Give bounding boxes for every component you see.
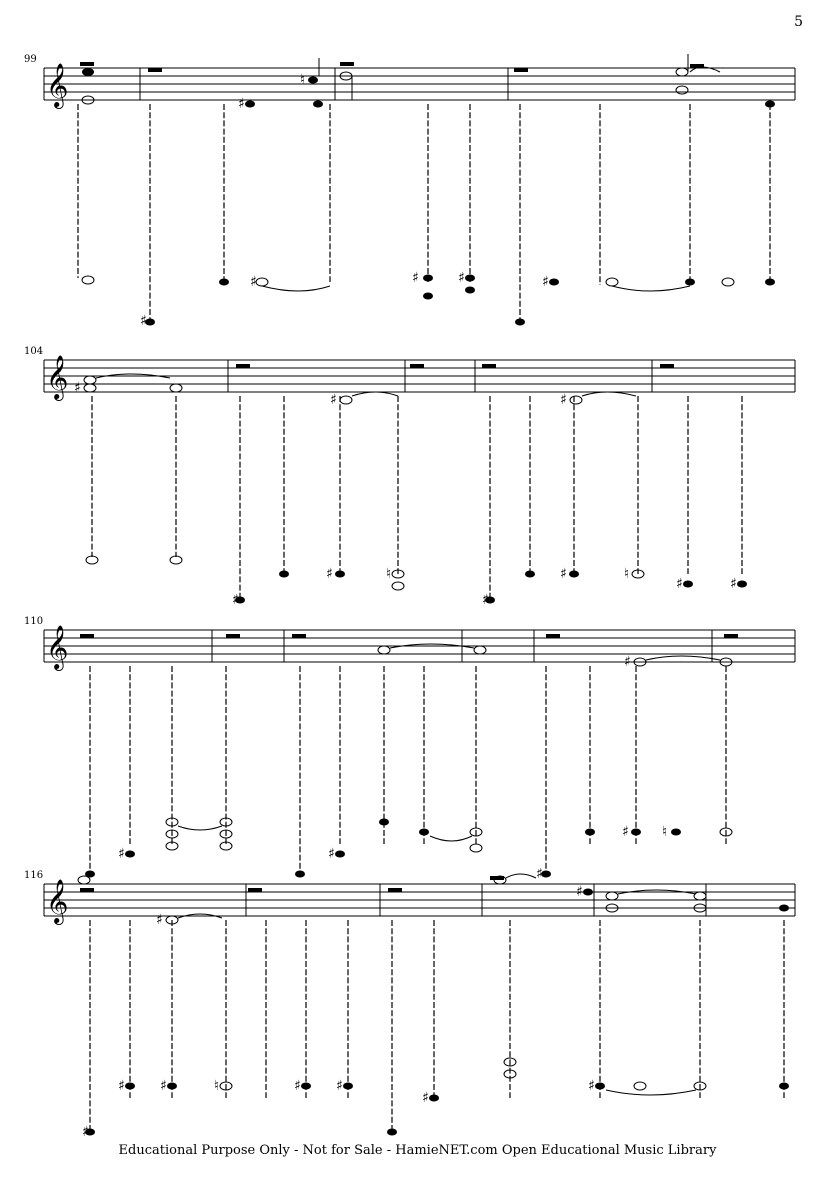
svg-text:♯: ♯	[330, 392, 337, 408]
svg-text:♯: ♯	[82, 1124, 89, 1140]
measure-number: 104	[24, 346, 44, 357]
svg-text:♯: ♯	[412, 270, 419, 286]
noteheads	[80, 62, 775, 326]
svg-text:♯: ♯	[730, 576, 737, 592]
svg-text:♯: ♯	[422, 1090, 429, 1106]
svg-text:♯: ♯	[542, 274, 549, 290]
accidentals	[140, 72, 549, 329]
staff-lines	[44, 630, 795, 662]
ties	[178, 644, 720, 841]
noteheads	[84, 364, 747, 604]
svg-text:♯: ♯	[328, 846, 335, 862]
measure-number: 99	[24, 54, 37, 65]
noteheads	[80, 634, 738, 878]
svg-text:♯: ♯	[250, 274, 257, 290]
svg-text:♮: ♮	[386, 566, 392, 582]
measure-number: 110	[24, 616, 44, 627]
page-number: 5	[794, 14, 803, 30]
svg-text:♯: ♯	[160, 1078, 167, 1094]
svg-text:♯: ♯	[326, 566, 333, 582]
staff-system-3	[0, 622, 835, 882]
accidentals	[118, 654, 667, 882]
ledger-stacks	[90, 666, 726, 874]
svg-text:♯: ♯	[560, 392, 567, 408]
svg-text:♯: ♯	[232, 592, 239, 608]
svg-text:♮: ♮	[624, 566, 630, 582]
svg-text:♯: ♯	[118, 1078, 125, 1094]
treble-clef-icon: 𝄞	[46, 625, 69, 669]
svg-text:♯: ♯	[458, 270, 465, 286]
svg-text:♯: ♯	[118, 846, 125, 862]
svg-text:♮: ♮	[662, 824, 668, 840]
svg-text:♯: ♯	[536, 866, 543, 882]
svg-text:♮: ♮	[214, 1078, 220, 1094]
accidentals	[74, 380, 737, 608]
svg-text:♯: ♯	[676, 576, 683, 592]
footer-text: Educational Purpose Only - Not for Sale - HamieNET.com Open Educational Music Library	[118, 1143, 717, 1158]
ledger-stacks	[92, 396, 742, 602]
svg-text:♯: ♯	[238, 96, 245, 112]
svg-text:♯: ♯	[576, 884, 583, 900]
accidentals	[82, 884, 595, 1140]
svg-text:♯: ♯	[336, 1078, 343, 1094]
staff-system-1	[0, 60, 835, 340]
staff-system-4	[0, 876, 835, 1138]
ledger-stacks	[78, 104, 770, 325]
svg-text:♯: ♯	[74, 380, 81, 396]
treble-clef-icon: 𝄞	[46, 879, 69, 923]
svg-text:♯: ♯	[156, 912, 163, 928]
svg-text:♮: ♮	[300, 72, 306, 88]
svg-text:♯: ♯	[588, 1078, 595, 1094]
svg-text:♯: ♯	[624, 654, 631, 670]
treble-clef-icon: 𝄞	[46, 63, 69, 107]
measure-number: 116	[24, 870, 44, 881]
svg-text:♯: ♯	[294, 1078, 301, 1094]
svg-text:♯: ♯	[140, 313, 147, 329]
ties	[96, 374, 636, 396]
treble-clef-icon: 𝄞	[46, 355, 69, 399]
staff-system-2	[0, 352, 835, 612]
svg-text:♯: ♯	[560, 566, 567, 582]
stems	[319, 54, 688, 100]
staff-lines	[44, 68, 795, 100]
svg-text:♯: ♯	[622, 824, 629, 840]
ties	[262, 67, 720, 291]
svg-text:♯: ♯	[482, 592, 489, 608]
